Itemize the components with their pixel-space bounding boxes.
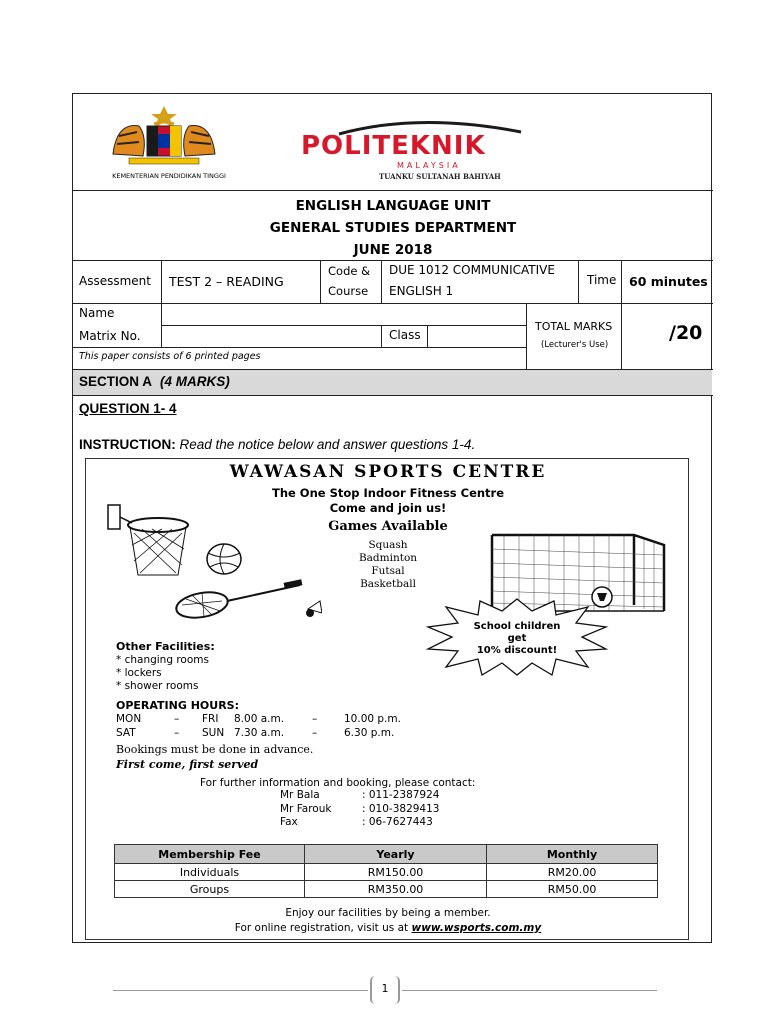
section-title: SECTION A [79,374,153,389]
facility-item: * lockers [116,667,162,679]
table-header: Monthly [487,845,658,864]
contact-name: Mr Bala [280,789,320,801]
hours-close: 10.00 p.m. [344,713,401,725]
hours-sep: – [312,727,318,739]
game-item: Badminton [358,552,418,564]
politeknik-country: MALAYSIA [397,161,461,170]
instruction [79,437,475,452]
lecturer-use-note: (Lecturer's Use) [541,340,609,350]
instruction-text: Read the notice below and answer questions 1-4. [175,437,476,452]
table-cell: Individuals [115,864,305,881]
hours-heading: OPERATING HOURS: [116,699,239,712]
membership-fee-table [114,844,658,898]
badminton-racket-icon [172,571,322,631]
contact-number: : 06-7627443 [362,816,433,828]
table-header: Membership Fee [115,845,305,864]
facility-item: * changing rooms [116,654,209,666]
section-bar [73,370,712,395]
total-marks-label: TOTAL MARKS [535,320,613,333]
games-heading: Games Available [328,519,448,534]
assessment-label: Assessment [79,274,151,288]
sports-centre-notice [85,458,689,940]
assessment-value: TEST 2 – READING [169,274,284,289]
game-item: Squash [368,539,408,551]
ministry-caption: KEMENTERIAN PENDIDIKAN TINGGI [112,172,226,180]
name-label: Name [79,306,115,320]
table-cell: RM350.00 [305,881,487,898]
starburst-line2: get [507,633,527,644]
contact-name: Fax [280,816,298,828]
instruction-label: INSTRUCTION: [79,437,176,452]
time-label: Time [587,273,617,287]
starburst-line3: 10% discount! [476,645,558,656]
hours-dash: – [174,727,180,739]
contact-number: : 011-2387924 [362,789,440,801]
game-item: Basketball [360,578,416,590]
question-label: QUESTION 1- 4 [79,401,177,416]
course-label: Course [328,284,369,298]
table-cell: RM150.00 [305,864,487,881]
exam-date: JUNE 2018 [353,242,433,258]
footer-rule-right [402,990,657,991]
table-row [115,881,658,898]
notice-join: Come and join us! [329,501,447,515]
membership-note: Enjoy our facilities by being a member. [285,907,491,919]
hours-open: 7.30 a.m. [234,727,285,739]
game-item: Futsal [371,565,405,577]
coat-of-arms-icon [99,102,229,172]
politeknik-campus: TUANKU SULTANAH BAHIYAH [379,172,501,181]
matrix-label: Matrix No. [79,329,141,343]
contact-number: : 010-3829413 [362,803,440,815]
hours-to: FRI [202,713,219,725]
table-header: Yearly [305,845,487,864]
booking-note: Bookings must be done in advance. [116,743,314,756]
table-cell: Groups [115,881,305,898]
section-marks: (4 MARKS) [160,374,230,389]
facilities-heading: Other Facilities: [116,640,215,653]
registration-link[interactable]: www.wsports.com.my [411,922,542,934]
code-label: Code & [328,264,371,278]
contact-name: Mr Farouk [280,803,332,815]
contact-intro: For further information and booking, please contact: [200,777,476,789]
notice-subtitle: The One Stop Indoor Fitness Centre [271,486,505,500]
footer-rule-left [113,990,368,991]
politeknik-logo [299,118,529,181]
table-cell: RM50.00 [487,881,658,898]
matrix-field[interactable] [162,326,380,346]
hours-row [116,727,446,741]
politeknik-wordmark: POLITEKNIK [301,131,486,161]
pages-note: This paper consists of 6 printed pages [79,351,261,362]
hours-sep: – [312,713,318,725]
course-value-line2: ENGLISH 1 [389,284,454,298]
page-number: 1 [381,982,389,995]
notice-title: WAWASAN SPORTS CENTRE [229,462,547,482]
class-label: Class [389,328,421,342]
hours-days: MON [116,713,142,725]
hours-row [116,713,446,727]
table-header-row [115,845,658,864]
course-value-line1: DUE 1012 COMMUNICATIVE [389,263,555,277]
hours-close: 6.30 p.m. [344,727,395,739]
registration-prefix: For online registration, visit us at [234,922,412,934]
starburst-line1: School children [473,621,561,632]
hours-days: SAT [116,727,136,739]
registration-note [86,922,690,934]
hours-dash: – [174,713,180,725]
time-value: 60 minutes [629,274,708,289]
facility-item: * shower rooms [116,680,199,692]
unit-title: ENGLISH LANGUAGE UNIT [295,198,491,214]
class-field[interactable] [428,326,525,346]
department-title: GENERAL STUDIES DEPARTMENT [269,220,517,236]
ministry-logo [99,102,229,182]
table-cell: RM20.00 [487,864,658,881]
hours-to: SUN [202,727,225,739]
first-come-note: First come, first served [116,758,259,771]
table-row [115,864,658,881]
name-field[interactable] [162,304,525,324]
hours-open: 8.00 a.m. [234,713,285,725]
exam-paper-frame [72,93,712,943]
total-marks-value: /20 [669,322,703,344]
